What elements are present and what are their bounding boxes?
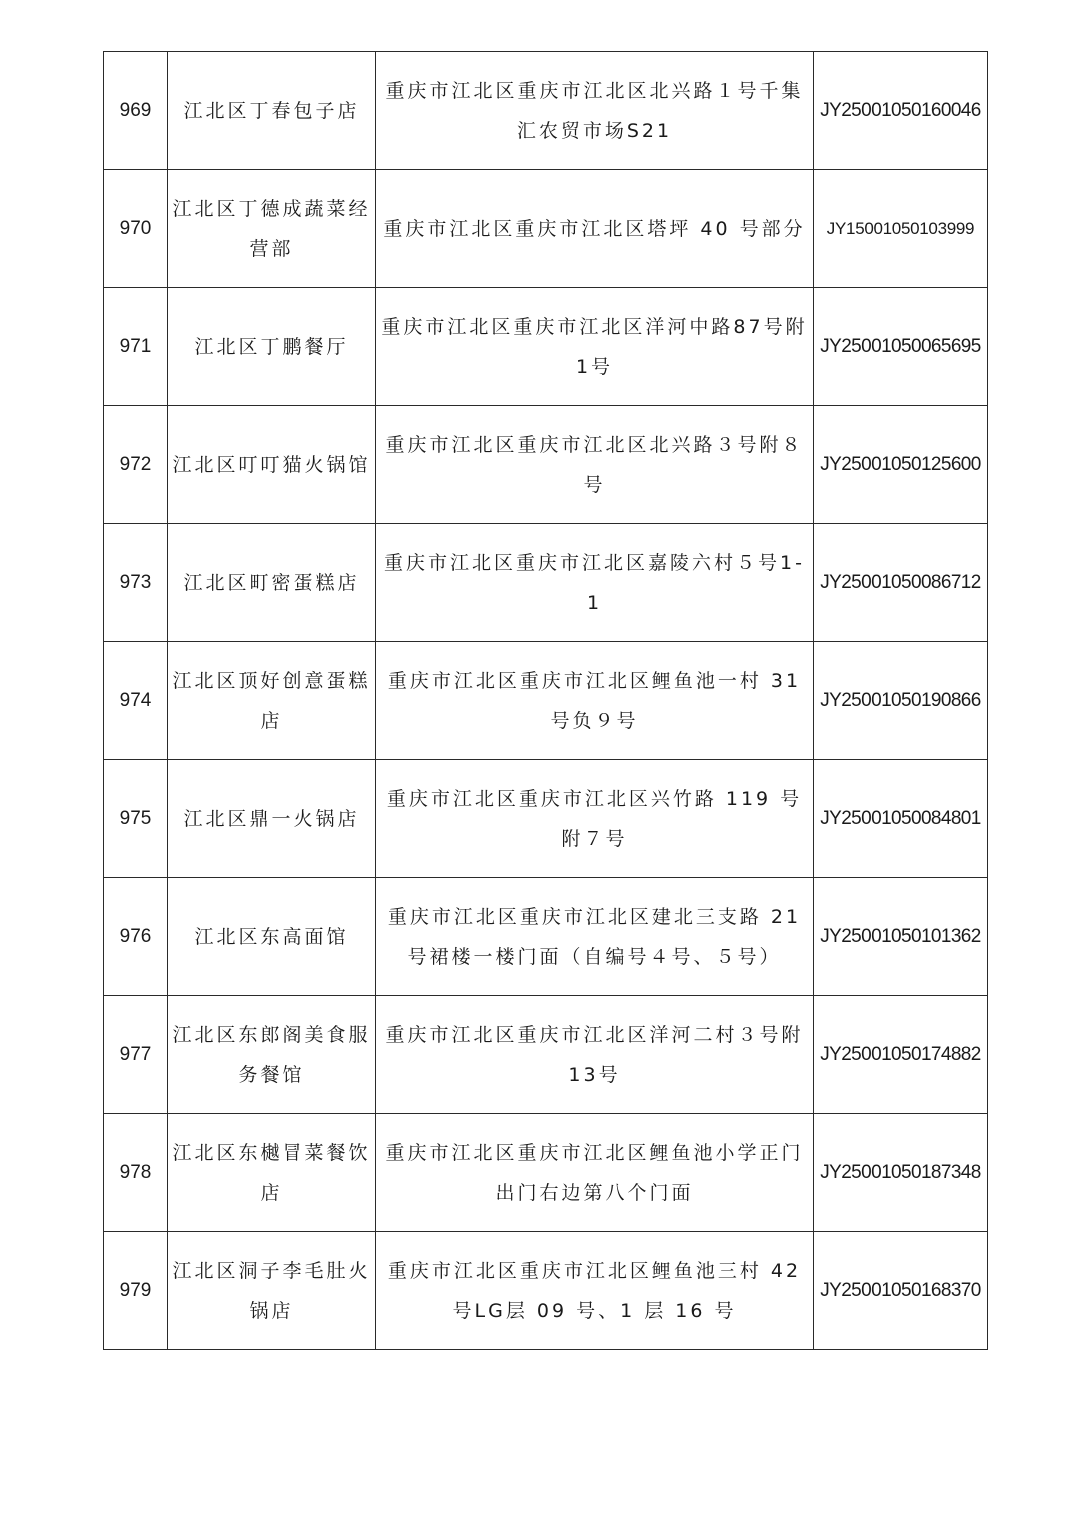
license-number: JY25001050174882	[814, 996, 988, 1114]
license-number: JY25001050084801	[814, 760, 988, 878]
business-name: 江北区丁鹏餐厅	[168, 288, 376, 406]
license-table	[103, 51, 988, 1350]
business-name: 江北区顶好创意蛋糕店	[168, 642, 376, 760]
license-number: JY25001050101362	[814, 878, 988, 996]
table-row	[104, 52, 988, 170]
business-address: 重庆市江北区重庆市江北区鲤鱼池小学正门出门右边第八个门面	[376, 1114, 814, 1232]
business-name: 江北区丁春包子店	[168, 52, 376, 170]
business-address: 重庆市江北区重庆市江北区嘉陵六村５号1-1	[376, 524, 814, 642]
license-number: JY25001050065695	[814, 288, 988, 406]
business-address: 重庆市江北区重庆市江北区洋河中路87号附1号	[376, 288, 814, 406]
row-number: 970	[104, 170, 168, 288]
table-row	[104, 524, 988, 642]
license-number: JY25001050160046	[814, 52, 988, 170]
table-row	[104, 1114, 988, 1232]
business-name: 江北区洞子李毛肚火锅店	[168, 1232, 376, 1350]
license-number: JY25001050190866	[814, 642, 988, 760]
table-row	[104, 288, 988, 406]
table-row	[104, 1232, 988, 1350]
business-name: 江北区鼎一火锅店	[168, 760, 376, 878]
license-number: JY25001050086712	[814, 524, 988, 642]
row-number: 973	[104, 524, 168, 642]
row-number: 969	[104, 52, 168, 170]
document-page	[103, 51, 987, 1350]
business-name: 江北区东樾冒菜餐饮店	[168, 1114, 376, 1232]
table-row	[104, 760, 988, 878]
table-row	[104, 996, 988, 1114]
business-address: 重庆市江北区重庆市江北区北兴路１号千集汇农贸市场S21	[376, 52, 814, 170]
license-number: JY25001050187348	[814, 1114, 988, 1232]
table-row	[104, 642, 988, 760]
business-name: 江北区东高面馆	[168, 878, 376, 996]
row-number: 974	[104, 642, 168, 760]
row-number: 976	[104, 878, 168, 996]
license-number: JY25001050168370	[814, 1232, 988, 1350]
row-number: 978	[104, 1114, 168, 1232]
row-number: 975	[104, 760, 168, 878]
license-number: JY25001050125600	[814, 406, 988, 524]
business-address: 重庆市江北区重庆市江北区鲤鱼池三村 42 号LG层 09 号、1 层 16 号	[376, 1232, 814, 1350]
table-row	[104, 878, 988, 996]
business-address: 重庆市江北区重庆市江北区北兴路３号附８号	[376, 406, 814, 524]
row-number: 971	[104, 288, 168, 406]
table-row	[104, 170, 988, 288]
license-number: JY15001050103999	[814, 170, 988, 288]
row-number: 972	[104, 406, 168, 524]
business-name: 江北区叮叮猫火锅馆	[168, 406, 376, 524]
row-number: 977	[104, 996, 168, 1114]
business-address: 重庆市江北区重庆市江北区洋河二村３号附13号	[376, 996, 814, 1114]
business-name: 江北区町密蛋糕店	[168, 524, 376, 642]
business-address: 重庆市江北区重庆市江北区兴竹路 119 号附７号	[376, 760, 814, 878]
business-address: 重庆市江北区重庆市江北区鲤鱼池一村 31 号负９号	[376, 642, 814, 760]
table-row	[104, 406, 988, 524]
business-name: 江北区丁德成蔬菜经营部	[168, 170, 376, 288]
business-address: 重庆市江北区重庆市江北区建北三支路 21 号裙楼一楼门面（自编号４号、５号）	[376, 878, 814, 996]
business-name: 江北区东郎阁美食服务餐馆	[168, 996, 376, 1114]
business-address: 重庆市江北区重庆市江北区塔坪 40 号部分	[376, 170, 814, 288]
row-number: 979	[104, 1232, 168, 1350]
